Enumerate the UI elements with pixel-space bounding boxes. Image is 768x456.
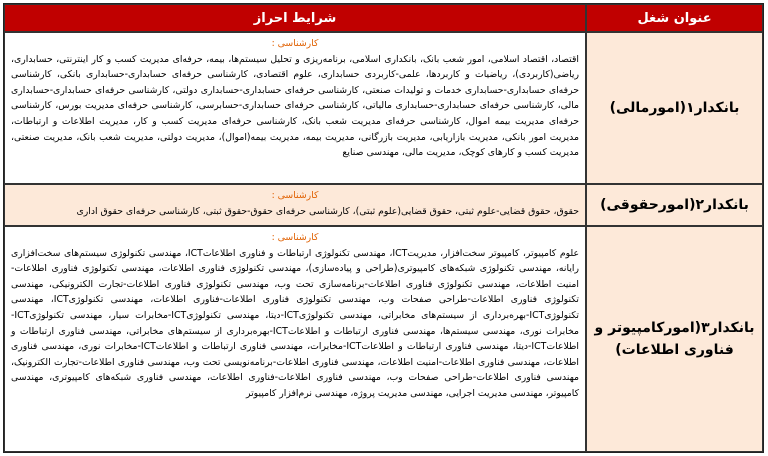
- fields-list: حقوق، حقوق قضایی-علوم ثبتی، حقوق قضایی(علوم ثبتی)، کارشناسی حرفه‌ای حقوق-حقوق ثبتی، کارشناسی حرفه‌ای حقوق اداری: [76, 205, 579, 217]
- job-title-banker-1: بانکدار۱(امورمالی): [586, 32, 763, 184]
- job-title-banker-3: بانکدار۳(امورکامپیوتر و فناوری اطلاعات): [586, 226, 763, 452]
- degree-label: کارشناسی :: [271, 232, 319, 243]
- requirements-banker-3: [4, 226, 586, 452]
- requirements-banker-1: [4, 32, 586, 184]
- fields-list: اقتصاد، اقتصاد اسلامی، امور شعب بانک، بانکداری اسلامی، برنامه‌ریزی و تحلیل سیستم‌ها، بیمه، حرفه‌ای مدیریت کسب و کار اینترنتی، حسابداری، ریاضی(کاربردی)، ریاضیات و کاربردها، علمی-کاربردی حسابداری، علوم اقتصادی، کارشناسی حرفه‌ای حسابداری-حسابداری بانکی، کارشناسی حرفه‌ای حسابداری-حسابداری خدمات و تولیدات صنعتی، کارشناسی حرفه‌ای حسابداری-حسابداری دولتی، کارشناسی حرفه‌ای حسابداری-حسابداری مالی، کارشناسی حرفه‌ای حسابداری-حسابداری مالیاتی، کارشناسی حرفه‌ای حسابداری-حسابرسی، کارشناسی حرفه‌ای مدیریت بورس، کارشناسی حرفه‌ای مدیریت بیمه اموال، کارشناسی حرفه‌ای مدیریت شعب بانک، کارشناسی حرفه‌ای مدیریت کسب و کار، مدیریت اطلاعات و ارتباطات، مدیریت امور بانکی، مدیریت بازاریابی، مدیریت بازرگانی، مدیریت بیمه، مدیریت بیمه(اموال)، مدیریت دولتی، مدیریت شعب بانک، مدیریت صنعتی، مدیریت کسب و کارهای کوچک، مدیریت مالی، مهندسی صنایع: [11, 53, 579, 159]
- fields-list: علوم کامپیوتر، کامپیوتر سخت‌افزار، مدیریتICT، مهندسی تکنولوژی ارتباطات و فناوری اطلاعاتICT، مهندسی تکنولوژی سیستم‌های سخت‌افزاری رایانه، مهندسی تکنولوژی شبکه‌های کامپیوتری(طراحی و پیاده‌سازی)، مهندسی تکنولوژی فناوری اطلاعات، مهندسی تکنولوژی فناوری اطلاعات-امنیت اطلاعات، مهندسی تکنولوژی فناوری اطلاعات-برنامه‌سازی تحت وب، مهندسی تکنولوژی فناوری اطلاعات-تجارت الکترونیکی، مهندسی تکنولوژی فناوری اطلاعات-طراحی صفحات وب، مهندسی تکنولوژی فناوری اطلاعات-فناوری اطلاعات، مهندسی تکنولوژیICT، مهندسی تکنولوژیICT-بهره‌برداری از سیستم‌های مخابراتی، مهندسی تکنولوژیICT-دیتا، مهندسی تکنولوژیICT-مخابرات سیار، مهندسی تکنولوژیICT-مخابرات نوری، مهندسی سیستم‌ها، مهندسی فناوری ارتباطات و اطلاعاتICT-بهره‌برداری از سیستم‌های مخابراتی، مهندسی فناوری ارتباطات و اطلاعاتICT-دیتا، مهندسی فناوری ارتباطات و اطلاعاتICT-مخابرات، مهندسی فناوری ارتباطات و اطلاعاتICT-مخابرات نوری، مهندسی فناوری اطلاعات، مهندسی فناوری اطلاعات-امنیت اطلاعات، مهندسی فناوری اطلاعات-برنامه‌نویسی تحت وب، مهندسی فناوری اطلاعات-تجارت الکترونیک، مهندسی فناوری اطلاعات-طراحی صفحات وب، مهندسی فناوری اطلاعات-فناوری اطلاعات، مهندسی فناوری شبکه‌های کامپیوتری، مهندسی کامپیوتر، مهندسی مدیریت اجرایی، مهندسی مدیریت پروژه، مهندسی نرم‌افزار کامپیوتر: [11, 247, 579, 399]
- degree-label: کارشناسی :: [271, 190, 319, 201]
- header-requirements: شرایط احراز: [4, 4, 586, 32]
- job-title-banker-2: بانکدار۲(امورحقوقی): [586, 184, 763, 226]
- requirements-banker-2: [4, 184, 586, 226]
- header-job-title: عنوان شغل: [586, 4, 763, 32]
- degree-label: کارشناسی :: [271, 38, 319, 49]
- requirements-table: [3, 3, 764, 453]
